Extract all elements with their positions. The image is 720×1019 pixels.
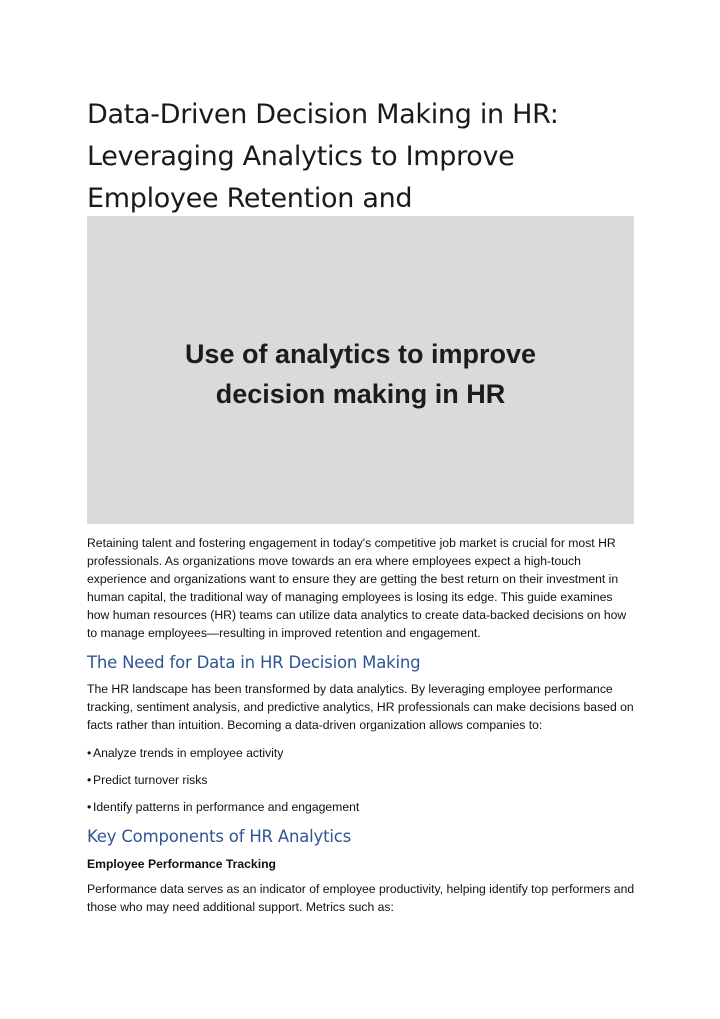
section-need-for-data-body	[87, 681, 635, 735]
section-key-components	[87, 826, 635, 848]
bullet-icon: •	[87, 773, 92, 787]
section-need-for-data-paragraph: The HR landscape has been transformed by data analytics. By leveraging employee performance tracking, sentiment analysis, and predictive analytics, HR professionals can make decisions based on facts rather than intuition. Becoming a data-driven organization allows companies to:	[87, 682, 634, 732]
bullet-item-2	[87, 771, 635, 789]
bullet-item-3-text: Identify patterns in performance and engagement	[93, 800, 360, 814]
section-heading-key-components: Key Components of HR Analytics	[87, 827, 351, 846]
subheading-performance-tracking: Employee Performance Tracking	[87, 857, 276, 871]
subsection-performance-tracking-body	[87, 881, 635, 917]
document-title: Data-Driven Decision Making in HR: Leveraging Analytics to Improve Employee Retention and	[87, 99, 559, 214]
bullet-item-2-text: Predict turnover risks	[93, 773, 208, 787]
section-need-for-data	[87, 652, 635, 674]
intro-block	[87, 535, 635, 642]
hero-image	[87, 216, 634, 524]
section-heading-need-for-data: The Need for Data in HR Decision Making	[87, 653, 421, 672]
bullet-item-1-text: Analyze trends in employee activity	[93, 746, 284, 760]
intro-paragraph: Retaining talent and fostering engagement in today's competitive job market is crucial for most HR professionals. As organizations move towards an era where employees expect a high-touch experience and organizations want to ensure they are getting the best return on their investment in human capital, the traditional way of managing employees is losing its edge. This guide examines how human resources (HR) teams can utilize data analytics to create data-backed decisions on how to manage employees—resulting in improved retention and engagement.	[87, 536, 627, 640]
bullet-icon: •	[87, 746, 92, 760]
bullet-item-3	[87, 798, 635, 816]
subsection-performance-tracking	[87, 856, 635, 874]
performance-tracking-paragraph: Performance data serves as an indicator of employee productivity, helping identify top performers and those who may need additional support. Metrics such as:	[87, 882, 635, 914]
hero-image-caption: Use of analytics to improve decision making in HR	[184, 339, 537, 409]
bullet-icon: •	[87, 800, 92, 814]
bullet-item-1	[87, 744, 635, 762]
